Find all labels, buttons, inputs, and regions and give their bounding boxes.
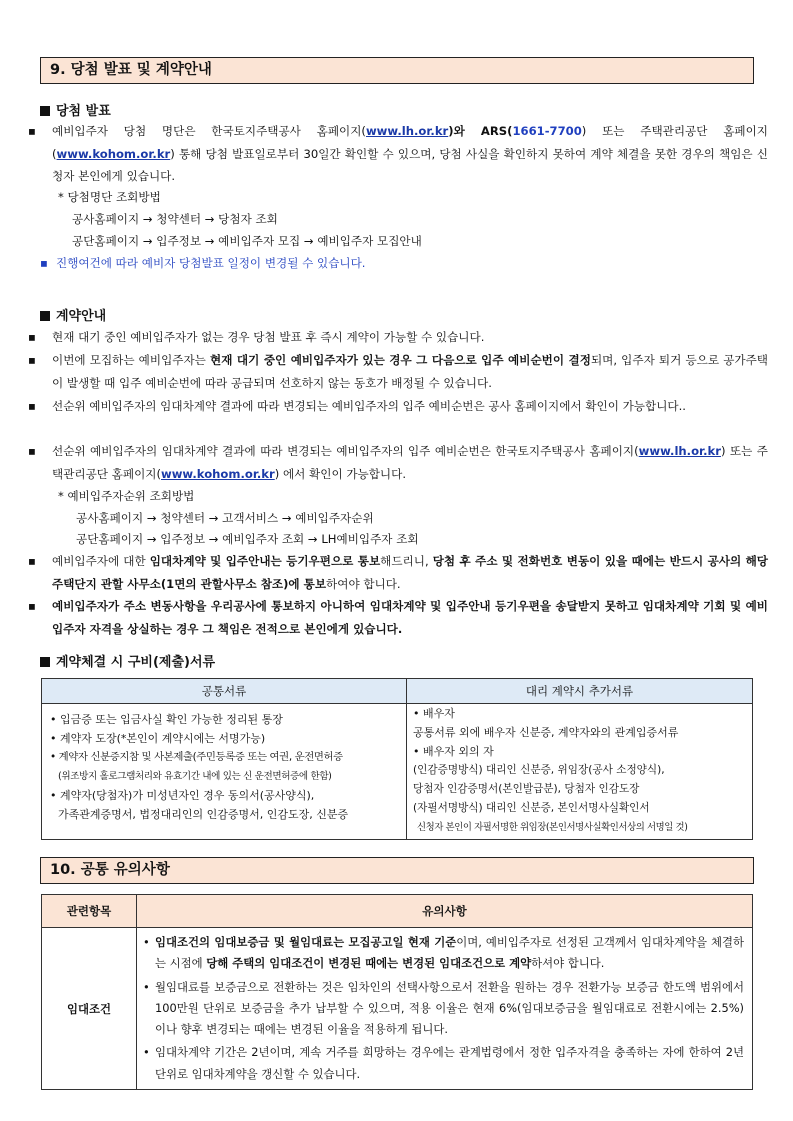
contract-item-2: ▪ 이번에 모집하는 예비입주자는 현재 대기 중인 예비입주자가 있는 경우 그 다음으로 입주 예비순번이 결정되며, 입주자 퇴거 등으로 공가주택이 발생할 때 입주 예비순번에 따라 공급되며 선호하지 않는 동호가 배정될 수 있습니다. — [40, 349, 768, 394]
bullet-icon: • — [143, 935, 150, 949]
section-10-header: 10. 공통 유의사항 — [40, 857, 754, 884]
proxy-doc-line: 당첨자 인감증명서(본인발급분), 당첨자 인감도장 — [413, 783, 640, 795]
lookup-method-1: 공사홈페이지 → 청약센터 → 당첨자 조회 — [72, 212, 278, 226]
bullet-icon: ▪ — [28, 599, 36, 613]
docs-proxy-cell — [407, 704, 753, 840]
order-method-2: 공단홈페이지 → 입주정보 → 예비입주자 조회 → LH예비입주자 조회 — [76, 532, 419, 546]
ars-number: 1661-7700 — [512, 124, 582, 138]
lh-link-2[interactable]: www.lh.or.kr — [638, 444, 721, 458]
common-doc-line: • 계약자 신분증지참 및 사본제출(주민등록증 또는 여권, 운전면허증 — [50, 751, 343, 763]
note-item-2: • 월임대료를 보증금으로 전환하는 것은 임차인의 선택사항으로서 전환을 원하는 경우 전환가능 보증금 한도액 범위에서 100만원 단위로 보증금을 추가 납부할 수 있으며, 적용 이율은 현재 6%(임대보증금을 월임대료로 전환시에는 2.5%)이나 향후 변경되는 때에는 변경된 이율을 적용하게 됩니다. — [143, 977, 744, 1041]
docs-subheading — [40, 651, 215, 670]
lookup-method-title: * 당첨명단 조회방법 — [58, 190, 161, 204]
bullet-icon: ▪ — [28, 330, 36, 344]
contract-item-5: ▪ 예비입주자에 대한 임대차계약 및 입주안내는 등기우편으로 통보해드리니, 당첨 후 주소 및 전화번호 변동이 있을 때에는 반드시 공사의 해당 주택단지 관할 사무소(1면의 관할사무소 참조)에 통보하여야 합니다. — [40, 550, 768, 595]
lookup-method-2: 공단홈페이지 → 입주정보 → 예비입주자 모집 → 예비입주자 모집안내 — [72, 234, 422, 248]
docs-col-common: 공통서류 — [42, 679, 407, 704]
proxy-doc-line: • 배우자 외의 자 — [413, 745, 494, 758]
bullet-icon: ▪ — [28, 554, 36, 568]
common-doc-line: • 입금증 또는 입금사실 확인 가능한 정리된 통장 — [50, 713, 283, 726]
proxy-doc-line: (인감증명방식) 대리인 신분증, 위임장(공사 소정양식), — [413, 764, 665, 776]
notes-table — [41, 894, 753, 1090]
bullet-icon: ▪ — [28, 444, 36, 458]
notes-col-note: 유의사항 — [137, 895, 753, 928]
order-method-title: * 예비입주자순위 조회방법 — [58, 489, 195, 503]
docs-common-cell — [42, 704, 407, 840]
contract-item-3: ▪ 선순위 예비입주자의 임대차계약 결과에 따라 변경되는 예비입주자의 입주 예비순번은 공사 홈페이지에서 확인이 가능합니다.. — [40, 395, 768, 418]
bullet-icon: ▪ — [28, 399, 36, 413]
proxy-doc-line: 공통서류 외에 배우자 신분증, 계약자와의 관계입증서류 — [413, 726, 679, 739]
docs-col-proxy: 대리 계약시 추가서류 — [407, 679, 753, 704]
proxy-doc-line: (자필서명방식) 대리인 신분증, 본인서명사실확인서 — [413, 802, 650, 814]
bullet-icon: ▪ — [28, 124, 36, 138]
announce-subheading — [40, 100, 111, 119]
notes-row-name: 임대조건 — [42, 928, 137, 1090]
common-doc-line: • 계약자 도장(*본인이 계약시에는 서명가능) — [50, 732, 266, 745]
bullet-icon: ▪ — [40, 256, 48, 270]
contract-item-1: ▪ 현재 대기 중인 예비입주자가 없는 경우 당첨 발표 후 즉시 계약이 가능할 수 있습니다. — [40, 326, 768, 349]
kohom-link-2[interactable]: www.kohom.or.kr — [161, 466, 275, 481]
contract-item-6: ▪ 예비입주자가 주소 변동사항을 우리공사에 통보하지 아니하여 임대차계약 및 입주안내 등기우편을 송달받지 못하고 임대차계약 기회 및 예비입주자 자격을 상실하는 경우 그 책임은 전적으로 본인에게 있습니다. — [40, 595, 768, 640]
contract-subheading-text: 계약안내 — [56, 309, 107, 324]
common-doc-line: • 계약자(당첨자)가 미성년자인 경우 동의서(공사양식), — [50, 789, 315, 802]
proxy-doc-line: 신청자 본인이 자필서명한 위임장(본인서명사실확인서상의 서명일 것) — [417, 822, 688, 833]
announce-paragraph: ▪ 예비입주자 당첨 명단은 한국토지주택공사 홈페이지(www.lh.or.kr)와 ARS(1661-7700) 또는 주택관리공단 홈페이지(www.kohom.or.kr) 통해 당첨 발표일로부터 30일간 확인할 수 있으며, 당첨 사실을 확인하지 못하여 계약 체결을 못한 경우의 책임은 신청자 본인에게 있습니다. — [40, 120, 768, 188]
section-9-header: 9. 당첨 발표 및 계약안내 — [40, 57, 754, 84]
order-method-1: 공사홈페이지 → 청약센터 → 고객서비스 → 예비입주자순위 — [76, 511, 374, 525]
announce-note: ▪ 진행여건에 따라 예비자 당첨발표 일정이 변경될 수 있습니다. — [40, 252, 365, 274]
square-bullet-icon — [40, 106, 50, 116]
announce-subheading-text: 당첨 발표 — [56, 104, 111, 119]
note-item-1: • 임대조건의 임대보증금 및 월임대료는 모집공고일 현재 기준이며, 예비입주자로 선정된 고객께서 임대차계약을 체결하는 시점에 당해 주택의 임대조건이 변경된 때에는 변경된 임대조건으로 계약하셔야 합니다. — [143, 932, 744, 975]
proxy-doc-line: • 배우자 — [413, 707, 455, 720]
common-doc-line: (위조방지 홀로그램처리와 유효기간 내에 있는 신 운전면허증에 한함) — [58, 771, 332, 782]
docs-subheading-text: 계약체결 시 구비(제출)서류 — [56, 655, 216, 670]
lh-link[interactable]: www.lh.or.kr — [365, 124, 449, 138]
bullet-icon: ▪ — [28, 353, 36, 367]
square-bullet-icon — [40, 311, 50, 321]
contract-item-4: ▪ 선순위 예비입주자의 임대차계약 결과에 따라 변경되는 예비입주자의 입주 예비순번은 한국토지주택공사 홈페이지(www.lh.or.kr) 또는 주택관리공단 홈페이지(www.kohom.or.kr) 에서 확인이 가능합니다. — [40, 440, 768, 485]
square-bullet-icon — [40, 657, 50, 667]
bullet-icon: • — [143, 1045, 150, 1060]
bullet-icon: • — [143, 979, 150, 994]
contract-subheading — [40, 305, 106, 324]
kohom-link[interactable]: www.kohom.or.kr — [56, 146, 171, 161]
docs-table — [41, 678, 753, 840]
note-item-3: • 임대차계약 기간은 2년이며, 계속 거주를 희망하는 경우에는 관계법령에서 정한 입주자격을 충족하는 자에 한하여 2년 단위로 임대차계약을 갱신할 수 있습니다. — [143, 1042, 744, 1085]
common-doc-line: 가족관계증명서, 법정대리인의 인감증명서, 인감도장, 신분증 — [58, 808, 349, 821]
notes-col-item: 관련항목 — [42, 895, 137, 928]
notes-row-body — [137, 928, 753, 1090]
